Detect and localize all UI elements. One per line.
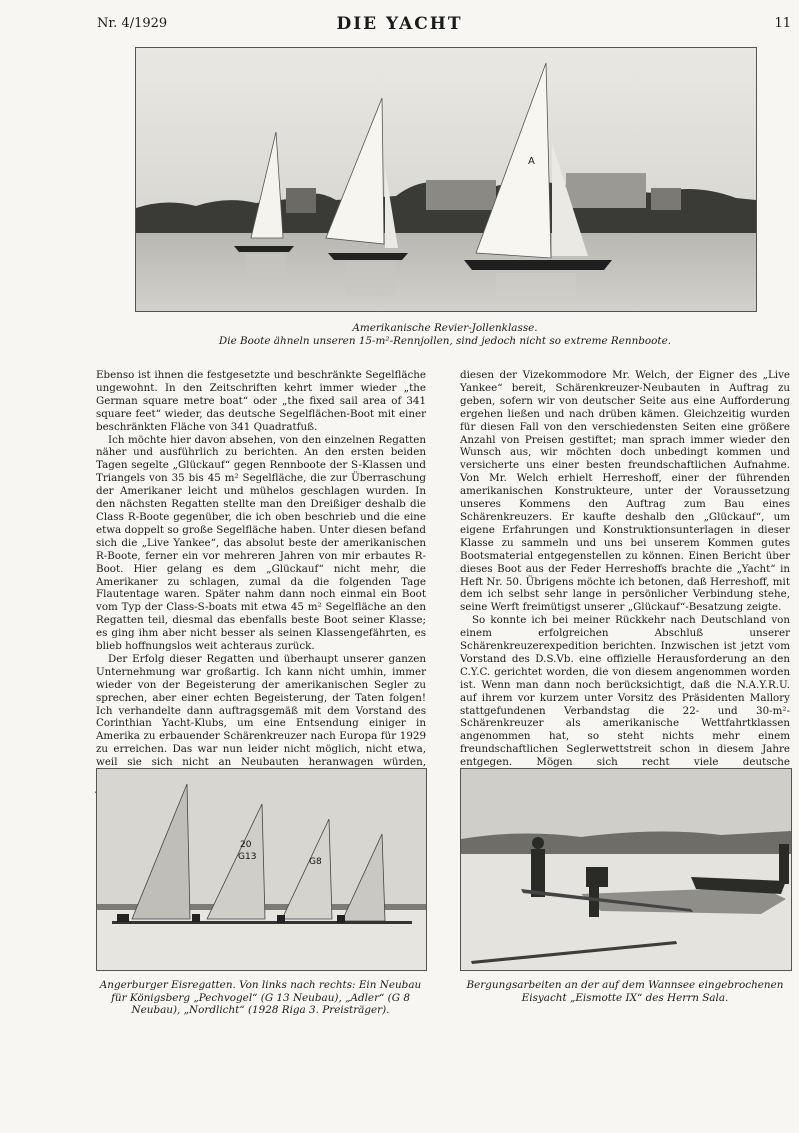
ice-yachts-image [97, 769, 426, 970]
sailing-dinghies-image [136, 48, 756, 311]
paragraph: So konnte ich bei meiner Rückkehr nach Deutschland von einem erfolgreichen Abschluß unserer Schärenkreuzerexpedition berichten. Inzwischen ist jetzt vom Vorstand des D.S.Vb. eine offizielle Herausforderung an den C.Y.C. gerichtet worden, die von diesem angenommen worden ist. Wenn man dann noch berücksichtigt, daß die N.A.Y.R.U. auf ihrem vor kurzem unter Vorsitz des Präsidenten Mallory stattgefundenen Verbandstag die 22- und 30-m²-Schärenkreuzer als amerikanische Wettfahrtklassen angenommen hat, so steht nichts mehr einem freundschaftlichen Seglerwettstreit schon in diesem Jahre entgegen. Mögen sich recht viele deutsche [460, 614, 790, 769]
sail-number: G8 [309, 857, 322, 867]
caption-subtitle: Die Boote ähneln unseren 15-m²-Rennjollen, sind jedoch nicht so extreme Rennboote. [218, 334, 672, 347]
paragraph: Ebenso ist ihnen die festgesetzte und beschränkte Segelfläche ungewohnt. In den Zeitschriften kehrt immer wieder „the German square metre boat“ oder „the fixed sail area of 341 square feet“ wieder, das deutsche Segelflächen-Boot mit einer beschränkten Fläche von 341 Quadratfuß. [96, 369, 426, 433]
paragraph: Der Erfolg dieser Regatten und überhaupt unserer ganzen Unternehmung war großartig. Ich kann nicht umhin, immer wieder von der Begeisterung der amerikanischen Segler zu sprechen, aber einer echten Begeisterung, der Taten folgen! Ich verhandelte dann auftragsgemäß mit dem Vorstand des Corinthian Yacht-Klubs, um eine Entsendung einiger in Amerika zu erbauender Schärenkreuzer nach Europa für 1929 zu erreichen. Das war nun leider nicht möglich, nicht etwa, weil sie sich nicht an Neubauten heranwagen würden, [96, 652, 426, 769]
photo-sailing-dinghies [135, 47, 757, 312]
photo-ice-yachts [96, 768, 427, 971]
page-header [0, 14, 799, 34]
sail-number: G13 [238, 852, 257, 862]
ice-yachts-caption: Angerburger Eisregatten. Von links nach rechts: Ein Neubau für Königsberg „Pechvogel“ (G 13 Neubau), „Adler“ (G 8 Neubau), „Nordlicht“ (1928 Riga 3. Preisträger). [99, 979, 422, 1017]
salvage-caption: Bergungsarbeiten an der auf dem Wannsee eingebrochenen Eisyacht „Eismotte IX“ des Herrn Sala. [466, 979, 784, 1004]
paragraph: Ich möchte hier davon absehen, von den einzelnen Regatten näher und ausführlich zu berichten. An den ersten beiden Tagen segelte „Glückauf“ gegen Rennboote der S-Klassen und Triangels von 35 bis 45 m² Segelfläche, die zur Überraschung der Amerikaner leicht und mühelos geschlagen wurden. In den nächsten Regatten stellte man den Dreißiger deshalb die Class R-Boote gegenüber, die ich oben beschrieb und die eine etwa doppelt so große Segelfläche haben. Unter diesen befand sich die „Live Yankee“, das absolut beste der amerikanischen R-Boote, ferner ein vor mehreren Jahren von mir erbautes R-Boot. Hier gelang es dem „Glückauf“ nicht mehr, die Amerikaner zu schlagen, zumal da die folgenden Tage Flautentage waren. Später nahm dann noch einmal ein Boot vom Typ der Class-S-boats mit etwa 45 m² Segelfläche an den Regatten teil, diesmal das ebenfalls beste Boot seiner Klasse; es ging ihm aber nicht besser als seinen Klassengefährten, es blieb hoffnungslos weit achteraus zurück. [96, 433, 426, 653]
page-number: 11 [774, 16, 791, 31]
photo-salvage-work [460, 768, 792, 971]
caption-title: Amerikanische Revier-Jollenklasse. [352, 322, 538, 334]
sail-number: 20 [240, 840, 252, 850]
svg-text:A: A [528, 156, 535, 167]
article-column-left [96, 369, 426, 821]
issue-number: Nr. 4/1929 [97, 16, 168, 31]
article-column-right [460, 369, 790, 821]
magazine-title: DIE YACHT [336, 14, 463, 34]
paragraph: diesen der Vizekommodore Mr. Welch, der Eigner des „Live Yankee“ bereit, Schärenkreuzer-Neubauten in Auftrag zu geben, sofern wir von deutscher Seite aus eine Aufforderung ergehen ließen und nach drüben kämen. Gleichzeitig wurden für diesen Fall von den verschiedensten Seiten eine größere Anzahl von Preisen gestiftet; man sprach immer wieder den Wunsch aus, wir möchten doch unbedingt kommen und versicherte uns einer besten freundschaftlichen Aufnahme. Von Mr. Welch erhielt Herreshoff, einer der führenden amerikanischen Konstrukteure, unter der Voraussetzung unseres Kommens den Auftrag zum Bau eines Schärenkreuzers. Er kaufte deshalb den „Glückauf“, um eigene Erfahrungen und Konstruktionsunterlagen in dieser Klasse zu sammeln und uns bei unserem Kommen gutes Bootsmaterial entgegenstellen zu können. Einen Bericht über dieses Boot aus der Feder Herreshoffs brachte die „Yacht“ in Heft Nr. 50. Übrigens möchte ich betonen, daß Herreshoff, mit dem ich selbst sehr lange in persönlicher Verbindung stehe, seine Werft freimütigst unserer „Glückauf“-Besatzung zeigte. [460, 369, 790, 614]
salvage-work-image [461, 769, 791, 970]
top-photo-caption [135, 322, 755, 347]
